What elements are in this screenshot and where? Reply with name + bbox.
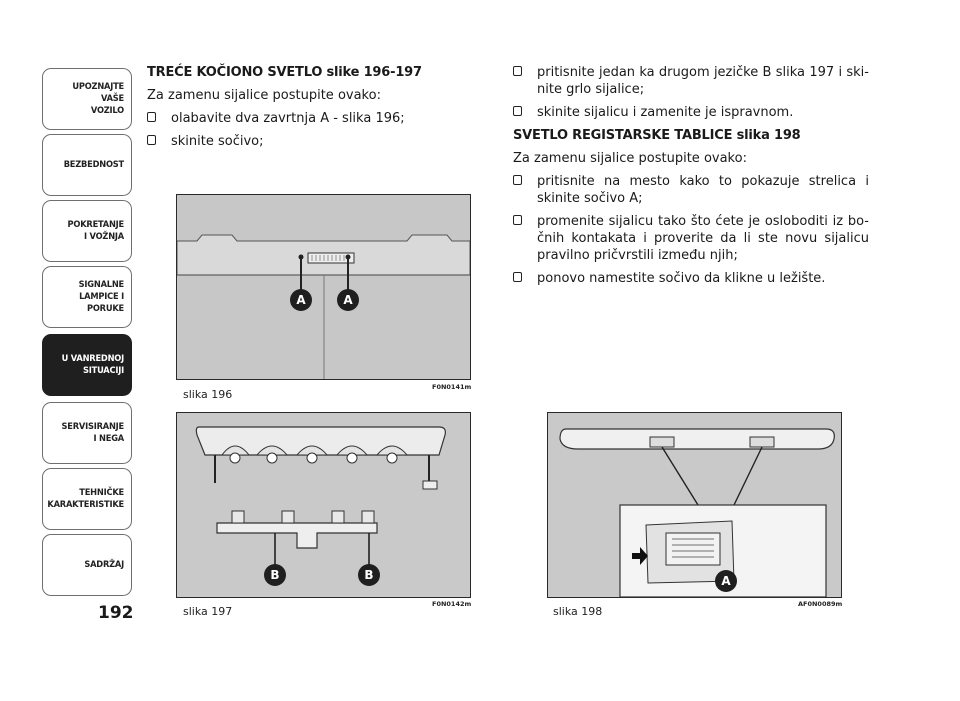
- section-heading: SVETLO REGISTARSKE TABLICE slika 198: [513, 128, 801, 143]
- label-a-badge: A: [337, 289, 359, 311]
- checkbox-bullet-icon: [147, 135, 156, 145]
- label-a-badge: A: [715, 570, 737, 592]
- figure-caption: slika 198: [553, 605, 603, 618]
- tab-label: BEZBEDNOST: [63, 159, 124, 170]
- figure-code: AF0N0089m: [798, 600, 843, 608]
- figure-198: [547, 412, 842, 598]
- figure-caption: slika 197: [183, 605, 233, 618]
- checkbox-bullet-icon: [513, 215, 522, 225]
- list-item-text: skinite sočivo;: [171, 134, 264, 149]
- checkbox-bullet-icon: [513, 272, 522, 282]
- figure-196: [176, 194, 471, 380]
- checkbox-bullet-icon: [513, 66, 522, 76]
- tab-label: SERVISIRANJE I NEGA: [61, 421, 124, 444]
- tab-tehnicke-karakteristike[interactable]: [42, 468, 132, 530]
- tab-upoznajte-vase-vozilo[interactable]: [42, 68, 132, 130]
- list-item-text: olabavite dva zavrtnja A - slika 196;: [171, 111, 405, 126]
- list-item: [513, 270, 869, 287]
- list-item: [147, 133, 467, 150]
- tab-label: U VANREDNOJ SITUACIJI: [61, 353, 124, 376]
- list-item-text: pritisnite na mesto kako to pokazuje strelica i skinite sočivo A;: [537, 174, 869, 206]
- tab-bezbednost[interactable]: [42, 134, 132, 196]
- figure-code: F0N0142m: [432, 600, 472, 608]
- figure-caption: slika 196: [183, 388, 233, 401]
- tab-label: UPOZNAJTE VAŠE VOZILO: [72, 81, 124, 116]
- license-plate-light-illustration: [548, 413, 841, 597]
- tab-label: SIGNALNE LAMPICE I PORUKE: [78, 279, 124, 314]
- tab-label: TEHNIČKE KARAKTERISTIKE: [47, 487, 124, 510]
- list-item-text: ponovo namestite sočivo da klikne u ležište.: [537, 271, 826, 286]
- lamp-holder-illustration: [177, 413, 470, 597]
- left-column: [147, 64, 467, 156]
- tab-signalne-lampice[interactable]: [42, 266, 132, 328]
- tab-sadrzaj[interactable]: [42, 534, 132, 596]
- label-a-badge: A: [290, 289, 312, 311]
- tab-label: POKRETANJE I VOŽNJA: [67, 219, 124, 242]
- intro-text: Za zamenu sijalice postupite ovako:: [147, 88, 381, 103]
- list-item-text: pritisnite jedan ka drugom jezičke B slika 197 i ski-nite grlo sijalice;: [537, 65, 869, 97]
- label-b-badge: B: [264, 564, 286, 586]
- tab-label: SADRŽAJ: [84, 559, 124, 570]
- checkbox-bullet-icon: [513, 175, 522, 185]
- checkbox-bullet-icon: [513, 106, 522, 116]
- checkbox-bullet-icon: [147, 112, 156, 122]
- intro-text: Za zamenu sijalice postupite ovako:: [513, 151, 747, 166]
- list-item-text: skinite sijalicu i zamenite je ispravnom.: [537, 105, 794, 120]
- tab-servisiranje-i-nega[interactable]: [42, 402, 132, 464]
- brake-light-illustration: [177, 195, 470, 379]
- list-item-text: promenite sijalicu tako što ćete je osloboditi iz bo-čnih kontakata i proverite da li ste novu sijalicu pravilno pričvrstili između njih;: [537, 214, 869, 263]
- list-item: [513, 173, 869, 207]
- list-item: [147, 110, 467, 127]
- list-item: [513, 213, 869, 264]
- figure-197: [176, 412, 471, 598]
- tab-u-vanrednoj-situaciji[interactable]: [42, 334, 132, 396]
- section-heading: TREĆE KOČIONO SVETLO slike 196-197: [147, 65, 422, 80]
- right-column: [513, 64, 869, 293]
- label-b-badge: B: [358, 564, 380, 586]
- page-number: 192: [98, 603, 134, 623]
- figure-code: F0N0141m: [432, 383, 472, 391]
- list-item: [513, 104, 869, 121]
- list-item: [513, 64, 869, 98]
- tab-pokretanje-i-voznja[interactable]: [42, 200, 132, 262]
